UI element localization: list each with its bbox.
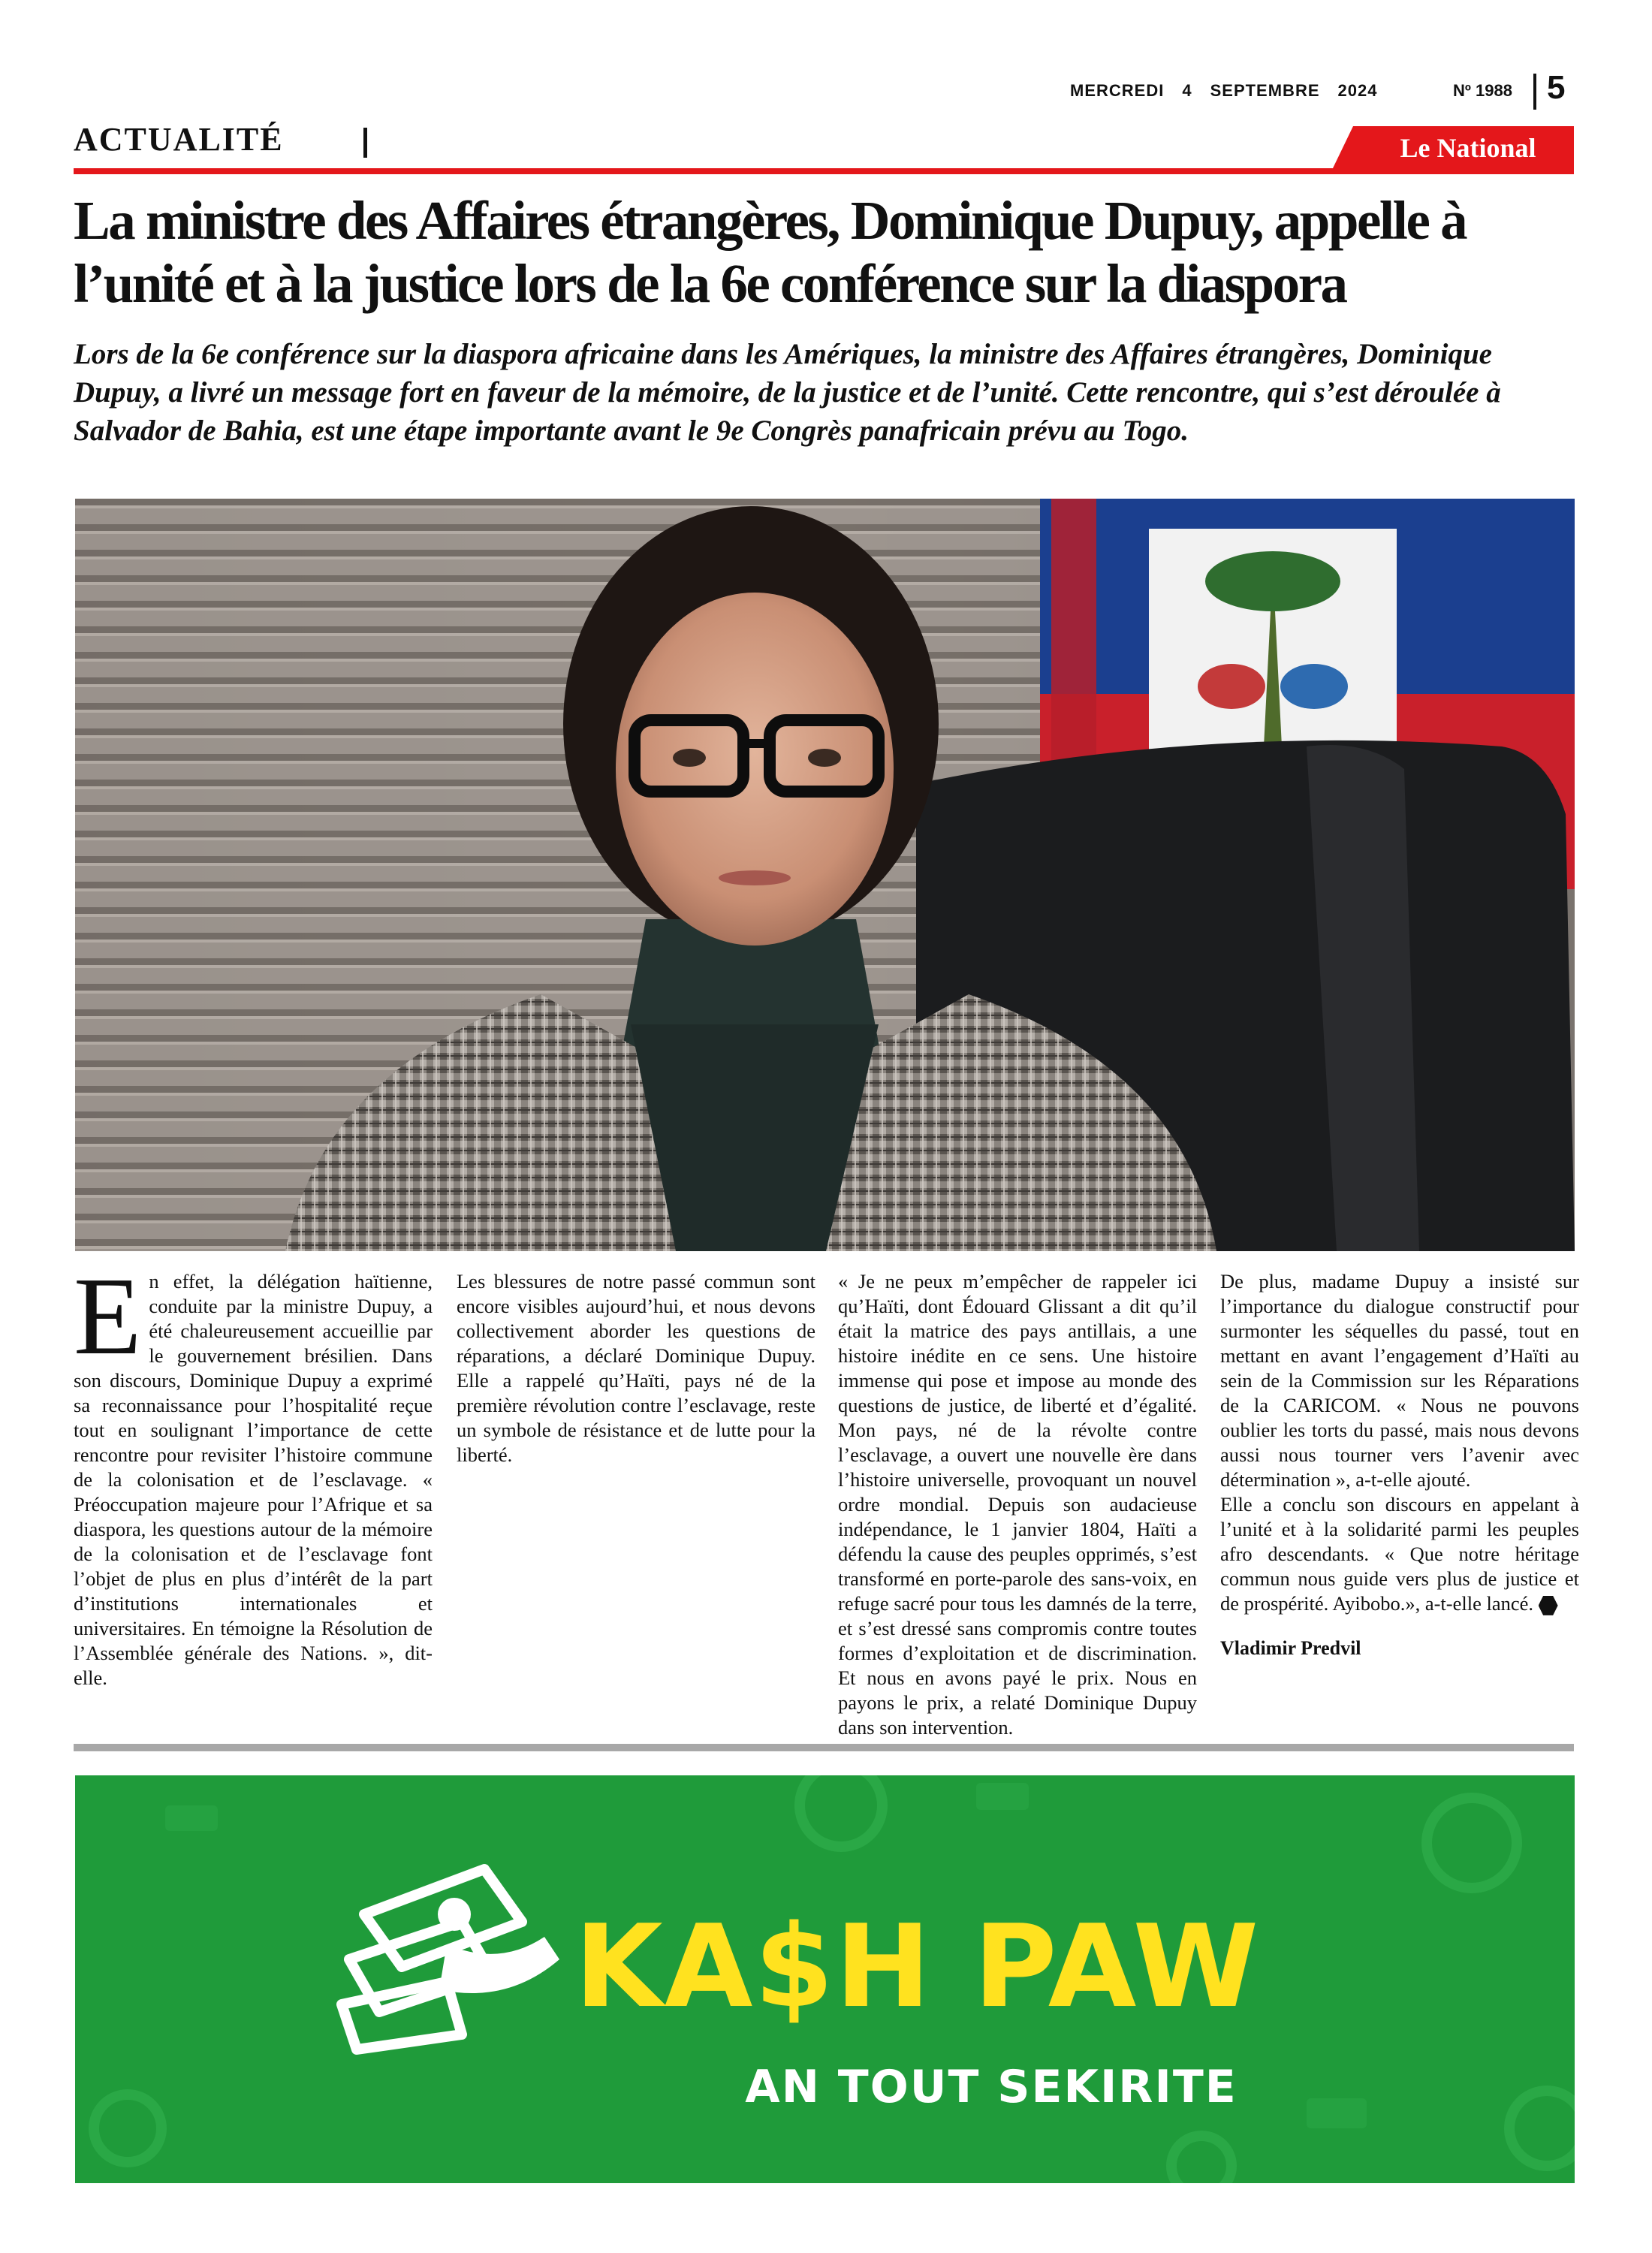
ad-subtitle: AN TOUT SEKIRITE [745,2061,1237,2113]
page-divider [1533,74,1536,110]
paragraph-3: « Je ne peux m’empêcher de rappeler ici qu’Haïti, dont Édouard Glissant a dit qu’il était la matrice des pays antillais, a une histoire inédite en ce sens. Une histoire immense qui pose et impose au monde des questions de justice, de liberté et d’égalité. Mon pays, né de la révolte contre l’esclavage, a ouvert une nouvelle ère dans l’histoire universelle, provoquant un nouvel ordre mondial. Depuis son audacieuse indépendance, le 1 janvier 1804, Haïti a défendu la cause des peuples opprimés, s’est transformé en porte-parole des sans-voix, en refuge sacré pour tous les damnés de la terre, et s’est dressé sans compromis contre toutes formes d’exploitation et de discrimination. Et nous en avons payé le prix. Nous en payons le prix, a relaté Dominique Dupuy dans son intervention. [838,1270,1197,1739]
money-hand-icon [334,1854,574,2080]
paragraph-4: De plus, madame Dupuy a insisté sur l’importance du dialogue constructif pour surmonter les séquelles du passé, tout en mettant en avant l’engagement d’Haïti au sein de la Commission sur les Réparations de la CARICOM. « Nous ne pouvons oublier les torts du passé, mais nous devons aussi nous tourner vers l’avenir avec détermination », a-t-elle ajouté. [1220,1270,1579,1491]
date-line [1070,81,1395,101]
article-column-4 [1220,1269,1579,1660]
paragraph-5 [1220,1492,1579,1616]
author-byline: Vladimir Predvil [1220,1637,1361,1659]
article-column-3 [838,1269,1197,1740]
header-rule [74,168,1574,174]
article-lead: Lors de la 6e conférence sur la diaspora africaine dans les Amériques, la ministre des Affaires étrangères, Dominique Dupuy, a livré un message fort en faveur de la mémoire, de la justice et de l’unité. Cette rencontre, qui s’est déroulée à Salvador de Bahia, est une étape importante avant le 9e Congrès panafricain prévu au Togo. [74,338,1501,447]
date-month: SEPTEMBRE [1210,81,1320,100]
article-column-1 [74,1255,433,1691]
article-title: La ministre des Affaires étrangères, Dominique Dupuy, appelle à l’unité et à la justice lors de la 6e conférence sur la diaspora [74,190,1467,314]
paragraph-2: Les blessures de notre passé commun sont encore visibles aujourd’hui, et nous devons collectivement aborder les questions de réparations, a déclaré Dominique Dupuy. Elle a rappelé qu’Haïti, pays né de la première révolution contre l’esclavage, reste un symbole de résistance et de lutte pour la liberté. [457,1270,815,1466]
end-mark-icon [1539,1596,1558,1615]
article-column-2 [457,1269,815,1467]
date-year: 2024 [1337,81,1378,100]
ad-separator [74,1744,1574,1751]
section-divider [363,128,367,158]
date-day: MERCREDI [1070,81,1165,100]
issue-number: Nº 1988 [1453,81,1512,100]
brand-name: Le National [1400,133,1536,163]
date-number: 4 [1182,81,1192,100]
paragraph-5-text: Elle a conclu son discours en appelant à l’unité et à la solidarité parmi les peuples afro descendants. « Que notre héritage commun nous guide vers plus de justice et de prospérité. Ayibobo.», a-t-elle lancé. [1220,1493,1579,1615]
page-number: 5 [1547,69,1566,106]
drop-cap: E [74,1255,142,1378]
section-label: ACTUALITÉ [74,121,284,158]
paragraph-1: n effet, la délégation haïtienne, conduite par la ministre Dupuy, a été chaleureusement accueillie par le gouvernement brésilien. Dans son discours, Dominique Dupuy a exprimé sa reconnaissance pour l’hospitalité reçue tout en soulignant l’importance de cette rencontre pour revisiter l’histoire commune de la colonisation et de l’esclavage. « Préoccupation majeure pour l’Afrique et sa diaspora, les questions autour de la mémoire de la colonisation et de l’esclavage font l’objet de plus en plus d’intérêt de la part d’institutions internationales et universitaires. En témoigne la Résolution de l’Assemblée générale des Nations. », dit-elle. [74,1270,433,1689]
article-photo [75,499,1575,1251]
advertisement[interactable] [75,1775,1575,2183]
ad-title: KA$H PAW [574,1900,1261,2033]
